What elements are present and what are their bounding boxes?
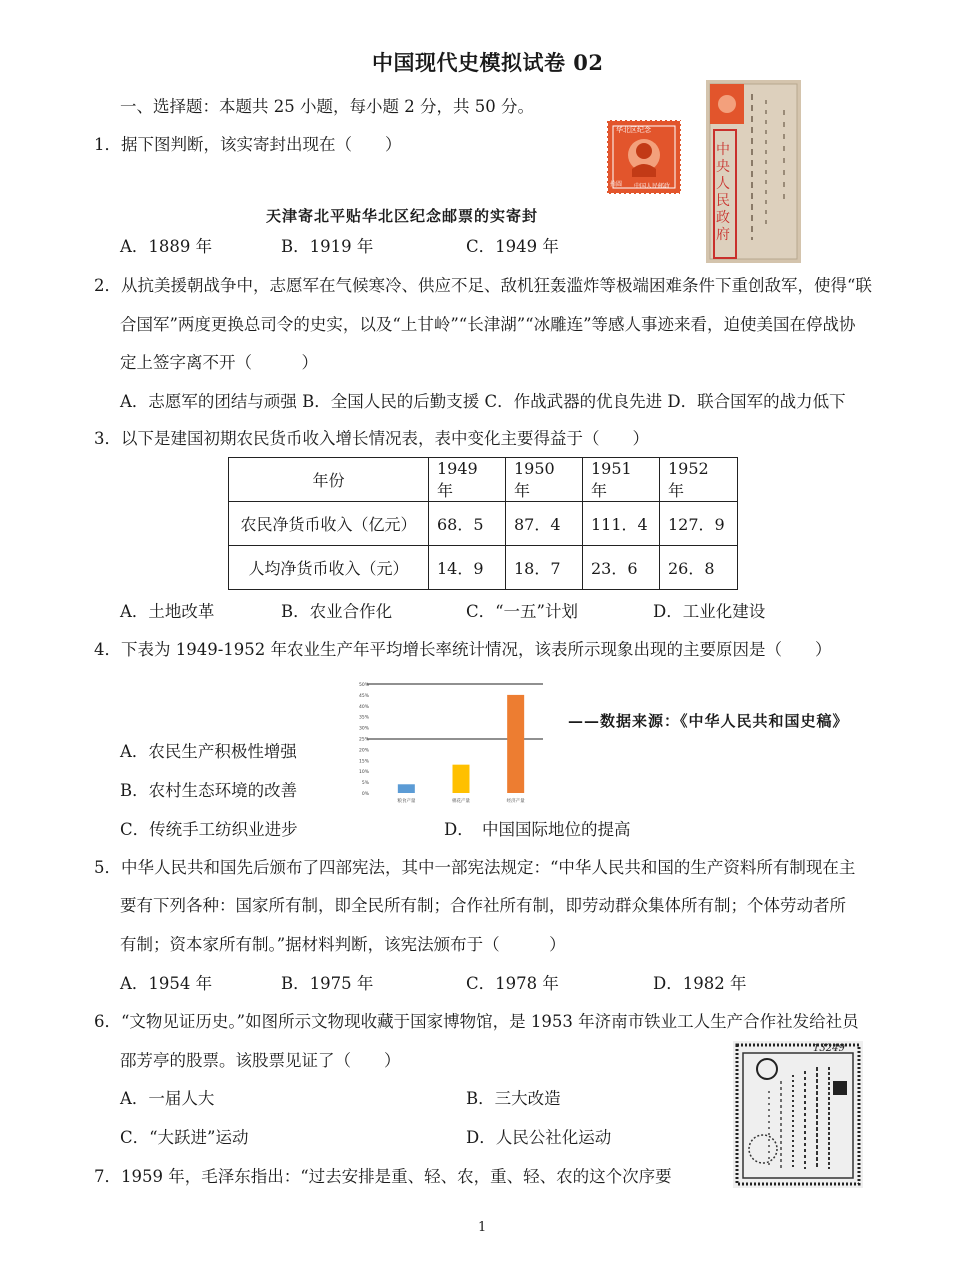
q1-option-b: B．1919 年 [281,237,374,256]
q3-option-c: C．“一五”计划 [466,602,578,621]
q5-option-b: B．1975 年 [281,974,374,993]
cert-number: 13249 [813,1043,845,1054]
table-row [229,458,738,502]
q4-option-c: C．传统手工纺织业进步 [120,820,298,839]
table-cell: 111．4 [583,502,660,546]
q3-stem: 3．以下是建国初期农民货币收入增长情况表，表中变化主要得益于（ ） [94,429,649,448]
q4-stem: 4．下表为 1949-1952 年农业生产年平均增长率统计情况，该表所示现象出现的主要原因是（ ） [94,640,832,659]
q6-option-b: B．三大改造 [466,1089,561,1108]
table-cell: 人均净货币收入（元） [229,546,429,590]
stamp-title-text: 华北区纪念 [616,126,651,134]
q6-option-d: D．人民公社化运动 [466,1128,612,1147]
page-title: 中国现代史模拟试卷 02 [372,50,604,75]
q4-source: ——数据来源：《中华人民共和国史稿》 [568,712,849,730]
envelope-red-text: 中央人民政府 [716,142,730,243]
y-tick-label: 15% [358,759,369,765]
q4-growth-chart [355,676,550,808]
x-category-label: 棉花产量 [452,799,470,804]
q5-option-a: A．1954 年 [120,974,213,993]
q1-stem: 1．据下图判断，该实寄封出现在（ ） [94,135,402,154]
q3-option-b: B．农业合作化 [281,602,393,621]
bar-1 [398,784,415,793]
table-cell: 26．8 [660,546,738,590]
q5-line3: 有制；资本家所有制。”据材料判断，该宪法颁布于（ ） [120,935,566,954]
y-tick-label: 35% [358,715,369,721]
y-tick-label: 5% [361,781,369,787]
q6-line1: 6．“文物见证历史。”如图所示文物现收藏于国家博物馆，是 1953 年济南市铁业工人生产合作社发给社员 [94,1012,859,1031]
y-tick-label: 40% [358,704,369,710]
q4-option-b: B．农村生态环境的改善 [120,781,298,800]
q2-options: A．志愿军的团结与顽强 B．全国人民的后勤支援 C．作战武器的优良先进 D．联合国军的战力低下 [120,392,846,411]
y-tick-label: 25% [358,737,369,743]
y-tick-label: 50% [358,683,369,688]
table-cell: 1952 年 [660,458,738,502]
y-tick-label: 20% [358,748,369,754]
envelope-image [706,80,801,263]
q5-option-d: D．1982 年 [653,974,747,993]
x-category-label: 粮食产量 [397,799,416,804]
table-row [229,546,738,590]
q4-option-d: D． 中国国际地位的提高 [444,820,631,839]
y-tick-label: 30% [358,726,369,732]
q3-income-table [228,457,738,590]
table-cell: 1950 年 [506,458,583,502]
q5-line2: 要有下列各种：国家所有制，即全民所有制；合作社所有制，即劳动群众集体所有制；个体劳动者所 [120,896,846,915]
table-cell: 127．9 [660,502,738,546]
q5-line1: 5．中华人民共和国先后颁布了四部宪法，其中一部宪法规定：“中华人民共和国的生产资料所有制现在主 [94,858,856,877]
y-tick-label: 45% [358,693,369,699]
table-row [229,502,738,546]
table-cell: 1951 年 [583,458,660,502]
q3-option-a: A．土地改革 [120,602,215,621]
q3-option-d: D．工业化建设 [653,602,766,621]
table-cell: 18．7 [506,546,583,590]
table-cell: 年份 [229,458,429,502]
table-cell: 1949 年 [429,458,506,502]
q5-option-c: C．1978 年 [466,974,559,993]
table-cell: 23．6 [583,546,660,590]
q6-option-c: C．“大跃进”运动 [120,1128,249,1147]
q2-line3: 定上签字离不开（ ） [120,353,318,372]
section-heading: 一、选择题：本题共 25 小题，每小题 2 分，共 50 分。 [120,97,534,116]
bar-3 [507,695,524,793]
x-category-label: 经济产量 [506,799,525,804]
table-cell: 68．5 [429,502,506,546]
table-cell: 14．9 [429,546,506,590]
stamp-country-text: 中国人民邮政 [634,183,671,190]
bar-2 [453,765,470,793]
table-cell: 87．4 [506,502,583,546]
page-number: 1 [478,1220,487,1235]
q2-line1: 2．从抗美援朝战争中，志愿军在气候寒冷、供应不足、敌机狂轰滥炸等极端困难条件下重创敌军，使得“联 [94,276,872,295]
q1-option-c: C．1949 年 [466,237,559,256]
stamp-image [604,117,684,197]
q4-option-a: A．农民生产积极性增强 [120,742,297,761]
q7-line1: 7．1959 年，毛泽东指出：“过去安排是重、轻、农，重、轻、农的这个次序要 [94,1167,672,1186]
y-tick-label: 0% [361,792,369,797]
stamp-value-text: 拾圆 [610,181,623,188]
y-tick-label: 10% [358,770,369,776]
q1-option-a: A．1889 年 [120,237,213,256]
table-cell: 农民净货币收入（亿元） [229,502,429,546]
q1-caption: 天津寄北平贴华北区纪念邮票的实寄封 [266,207,539,225]
q6-option-a: A．一届人大 [120,1089,215,1108]
share-certificate-image [733,1041,863,1188]
q2-line2: 合国军”两度更换总司令的史实，以及“上甘岭”“长津湖”“冰雕连”等感人事迹来看，迫使美国在停战协 [120,315,856,334]
q6-line2: 邵芳亭的股票。该股票见证了（ ） [120,1051,401,1070]
